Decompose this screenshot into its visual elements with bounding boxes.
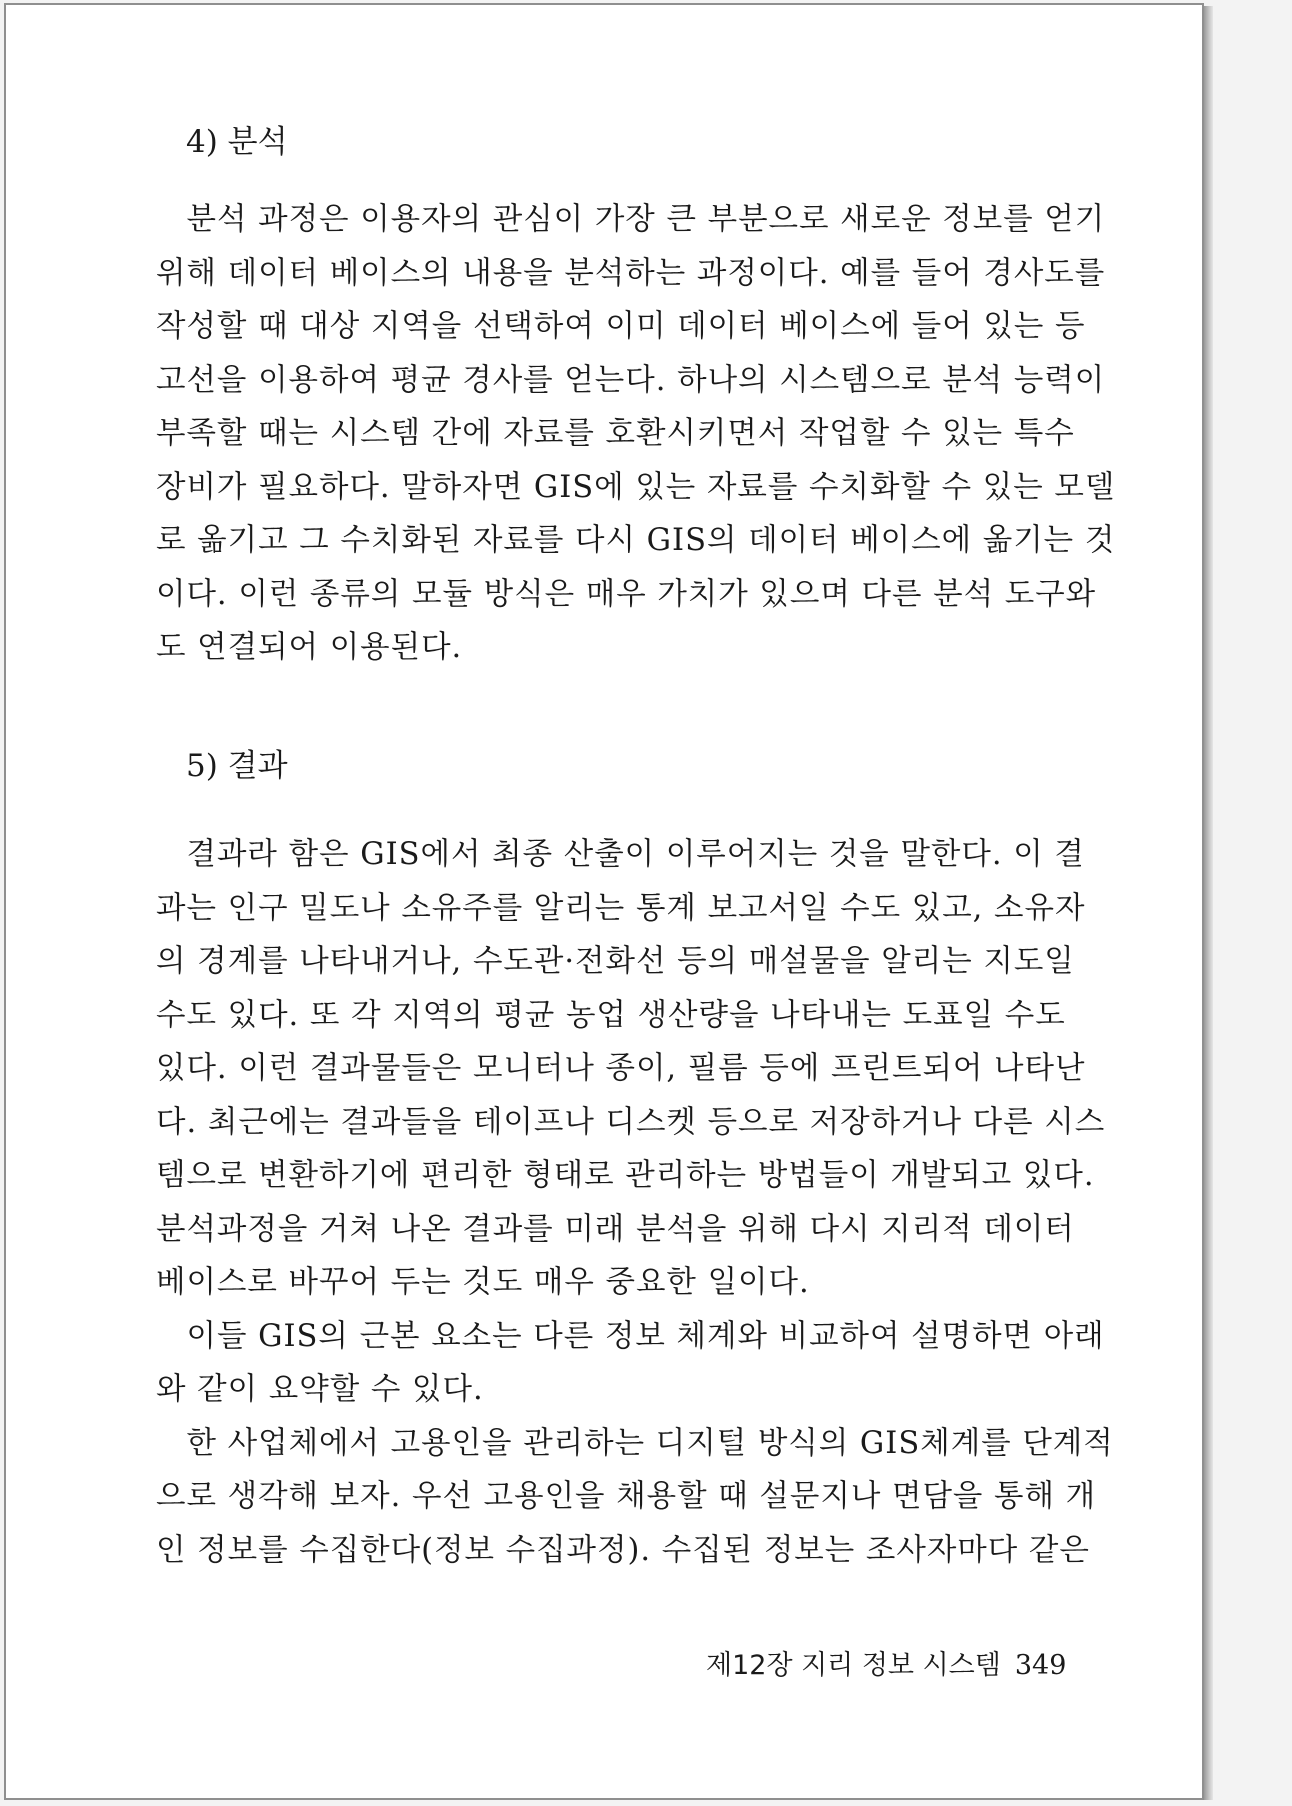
text-line: 작성할 때 대상 지역을 선택하여 이미 데이터 베이스에 들어 있는 등 <box>156 309 1086 344</box>
text-line: 분석과정을 거쳐 나온 결과를 미래 분석을 위해 다시 지리적 데이터 <box>156 1211 1075 1247</box>
text-line: 결과라 함은 GIS에서 최종 산출이 이루어지는 것을 말한다. 이 결 <box>186 837 1085 872</box>
text-line: 수도 있다. 또 각 지역의 평균 농업 생산량을 나타내는 도표일 수도 <box>156 997 1066 1033</box>
text-line: 베이스로 바꾸어 두는 것도 매우 중요한 일이다. <box>156 1265 810 1300</box>
section-heading-analysis: 4) 분석 <box>186 124 288 160</box>
text-line: 부족할 때는 시스템 간에 자료를 호환시키면서 작업할 수 있는 특수 <box>156 416 1075 451</box>
text-line: 위해 데이터 베이스의 내용을 분석하는 과정이다. 예를 들어 경사도를 <box>156 255 1106 291</box>
text-line: 이다. 이런 종류의 모듈 방식은 매우 가치가 있으며 다른 분석 도구와 <box>156 576 1097 612</box>
text-line: 으로 생각해 보자. 우선 고용인을 채용할 때 설문지나 면담을 통해 개 <box>156 1479 1097 1514</box>
page-footer <box>706 1648 1066 1684</box>
text-line: 한 사업체에서 고용인을 관리하는 디지털 방식의 GIS체계를 단계적 <box>186 1425 1114 1461</box>
paragraph-analysis <box>156 193 1116 675</box>
section-heading-result: 5) 결과 <box>186 748 288 784</box>
text-line: 인 정보를 수집한다(정보 수집과정). 수집된 정보는 조사자마다 같은 <box>156 1532 1090 1568</box>
text-line: 도 연결되어 이용된다. <box>156 630 463 665</box>
text-line: 이들 GIS의 근본 요소는 다른 정보 체계와 비교하여 설명하면 아래 <box>186 1318 1105 1354</box>
text-line: 장비가 필요하다. 말하자면 GIS에 있는 자료를 수치화할 수 있는 모델 <box>156 469 1116 505</box>
text-line: 있다. 이런 결과물들은 모니터나 종이, 필름 등에 프린트되어 나타난 <box>156 1051 1086 1086</box>
text-line: 과는 인구 밀도나 소유주를 알리는 통계 보고서일 수도 있고, 소유자 <box>156 890 1086 926</box>
paragraph-result <box>156 828 1114 1577</box>
text-line: 의 경계를 나타내거나, 수도관·전화선 등의 매설물을 알리는 지도일 <box>156 944 1075 979</box>
page-number: 349 <box>1014 1650 1067 1681</box>
page-stack-edge <box>1204 6 1213 1800</box>
text-line: 분석 과정은 이용자의 관심이 가장 큰 부분으로 새로운 정보를 얻기 <box>186 202 1106 237</box>
chapter-title: 제12장 지리 정보 시스템 <box>706 1650 1001 1681</box>
text-line: 와 같이 요약할 수 있다. <box>156 1372 484 1407</box>
text-line: 고선을 이용하여 평균 경사를 얻는다. 하나의 시스템으로 분석 능력이 <box>156 362 1106 398</box>
text-line: 템으로 변환하기에 편리한 형태로 관리하는 방법들이 개발되고 있다. <box>156 1158 1095 1193</box>
text-line: 다. 최근에는 결과들을 테이프나 디스켓 등으로 저장하거나 다른 시스 <box>156 1104 1106 1140</box>
text-line: 로 옮기고 그 수치화된 자료를 다시 GIS의 데이터 베이스에 옮기는 것 <box>156 523 1116 558</box>
